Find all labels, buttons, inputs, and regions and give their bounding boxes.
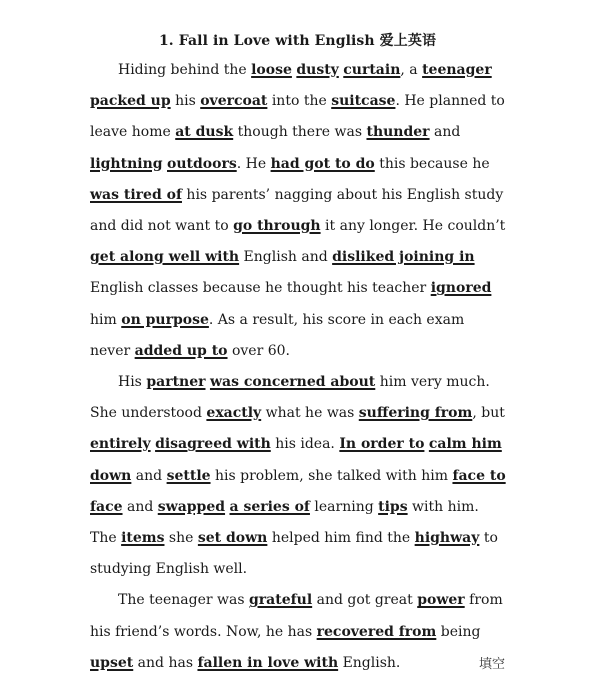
- vocab-phrase: partner: [146, 374, 206, 391]
- passage-text: , but: [472, 405, 505, 422]
- passage-text: and: [122, 498, 158, 515]
- vocab-phrase: packed up: [90, 93, 171, 110]
- passage-text: from his friend’s words. Now, he has: [90, 592, 503, 640]
- passage-text: being: [436, 623, 481, 640]
- paragraph: [90, 367, 508, 585]
- vocab-phrase: lightning: [90, 155, 163, 172]
- passage-text: English classes because he thought his teacher: [90, 280, 431, 297]
- vocab-phrase: added up to: [134, 342, 228, 359]
- vocab-phrase: dusty: [296, 62, 339, 78]
- passage-text: English and: [239, 249, 333, 266]
- vocab-phrase: get along well with: [90, 249, 240, 266]
- vocab-phrase: teenager: [422, 62, 492, 78]
- vocab-phrase: thunder: [366, 124, 430, 141]
- vocab-phrase: ignored: [430, 280, 492, 297]
- passage-text: learning: [309, 498, 379, 515]
- passage-text: His: [118, 374, 147, 391]
- paragraph: [90, 55, 508, 367]
- vocab-phrase: swapped: [157, 498, 226, 515]
- passage-text: into the: [267, 93, 332, 110]
- passage-text: . As a result, his score in each exam never: [90, 311, 465, 359]
- vocab-phrase: items: [121, 530, 165, 547]
- passage-text: this because he: [374, 155, 490, 172]
- vocab-phrase: fallen in love with: [197, 654, 339, 671]
- passage-text: she: [164, 530, 198, 547]
- passage-text: what he was: [261, 405, 359, 422]
- passage-text: , a: [400, 62, 423, 78]
- vocab-phrase: exactly: [206, 405, 262, 422]
- passage-body: [90, 55, 508, 679]
- passage-text: helped him find the: [267, 530, 415, 547]
- paragraph: [90, 585, 508, 679]
- passage-text: his idea.: [270, 436, 340, 453]
- vocab-phrase: had got to do: [270, 155, 375, 172]
- passage-text: . He planned to leave home: [90, 93, 505, 141]
- passage-text: Hiding behind the: [118, 62, 252, 78]
- vocab-phrase: highway: [414, 530, 480, 547]
- vocab-phrase: set down: [197, 530, 268, 547]
- vocab-phrase: loose: [251, 62, 292, 78]
- vocab-phrase: face to face: [90, 467, 506, 515]
- passage-text: his problem, she talked with him: [210, 467, 453, 484]
- vocab-phrase: disliked joining in: [332, 249, 475, 266]
- vocab-phrase: a series of: [229, 498, 310, 515]
- vocab-phrase: upset: [90, 654, 134, 671]
- vocab-phrase: In order to: [339, 436, 425, 453]
- passage-text: and has: [133, 654, 198, 671]
- vocab-phrase: was concerned about: [209, 374, 376, 391]
- vocab-phrase: suffering from: [358, 405, 473, 422]
- vocab-phrase: suitcase: [331, 93, 396, 110]
- vocab-phrase: disagreed with: [155, 436, 271, 453]
- vocab-phrase: tips: [378, 498, 408, 515]
- vocab-phrase: go through: [233, 218, 321, 235]
- page-title: 1. Fall in Love with English 爱上英语: [158, 33, 437, 49]
- vocab-phrase: at dusk: [175, 124, 234, 141]
- passage-text: English.: [338, 654, 401, 671]
- passage-text: . He: [236, 155, 271, 172]
- vocab-phrase: was tired of: [90, 186, 182, 203]
- vocab-phrase: curtain: [343, 62, 401, 78]
- vocab-phrase: power: [417, 592, 465, 609]
- passage-text: him: [90, 311, 122, 328]
- passage-text: with him. The: [90, 498, 479, 547]
- vocab-phrase: entirely: [90, 436, 151, 453]
- vocab-phrase: on purpose: [121, 311, 209, 328]
- passage-text: his parents’ nagging about his English study and did not want to: [90, 186, 504, 235]
- vocab-phrase: overcoat: [200, 93, 268, 110]
- vocab-phrase: grateful: [249, 592, 313, 609]
- passage-text: and: [429, 124, 461, 141]
- passage-text: him very much. She understood: [90, 374, 490, 422]
- passage-text: over 60.: [227, 342, 290, 359]
- passage-text: though there was: [233, 124, 367, 141]
- passage-text: and got great: [312, 592, 418, 609]
- fill-in-blank-label: 填空: [478, 657, 505, 672]
- vocab-phrase: settle: [166, 467, 211, 484]
- passage-text: to studying English well.: [90, 530, 498, 578]
- passage-text: it any longer. He couldn’t: [320, 218, 506, 235]
- vocab-phrase: recovered from: [316, 623, 437, 640]
- vocab-phrase: calm him down: [90, 436, 502, 484]
- passage-text: and: [131, 467, 167, 484]
- vocab-phrase: outdoors: [167, 155, 237, 172]
- passage-text: his: [170, 93, 201, 110]
- passage-text: The teenager was: [118, 592, 250, 609]
